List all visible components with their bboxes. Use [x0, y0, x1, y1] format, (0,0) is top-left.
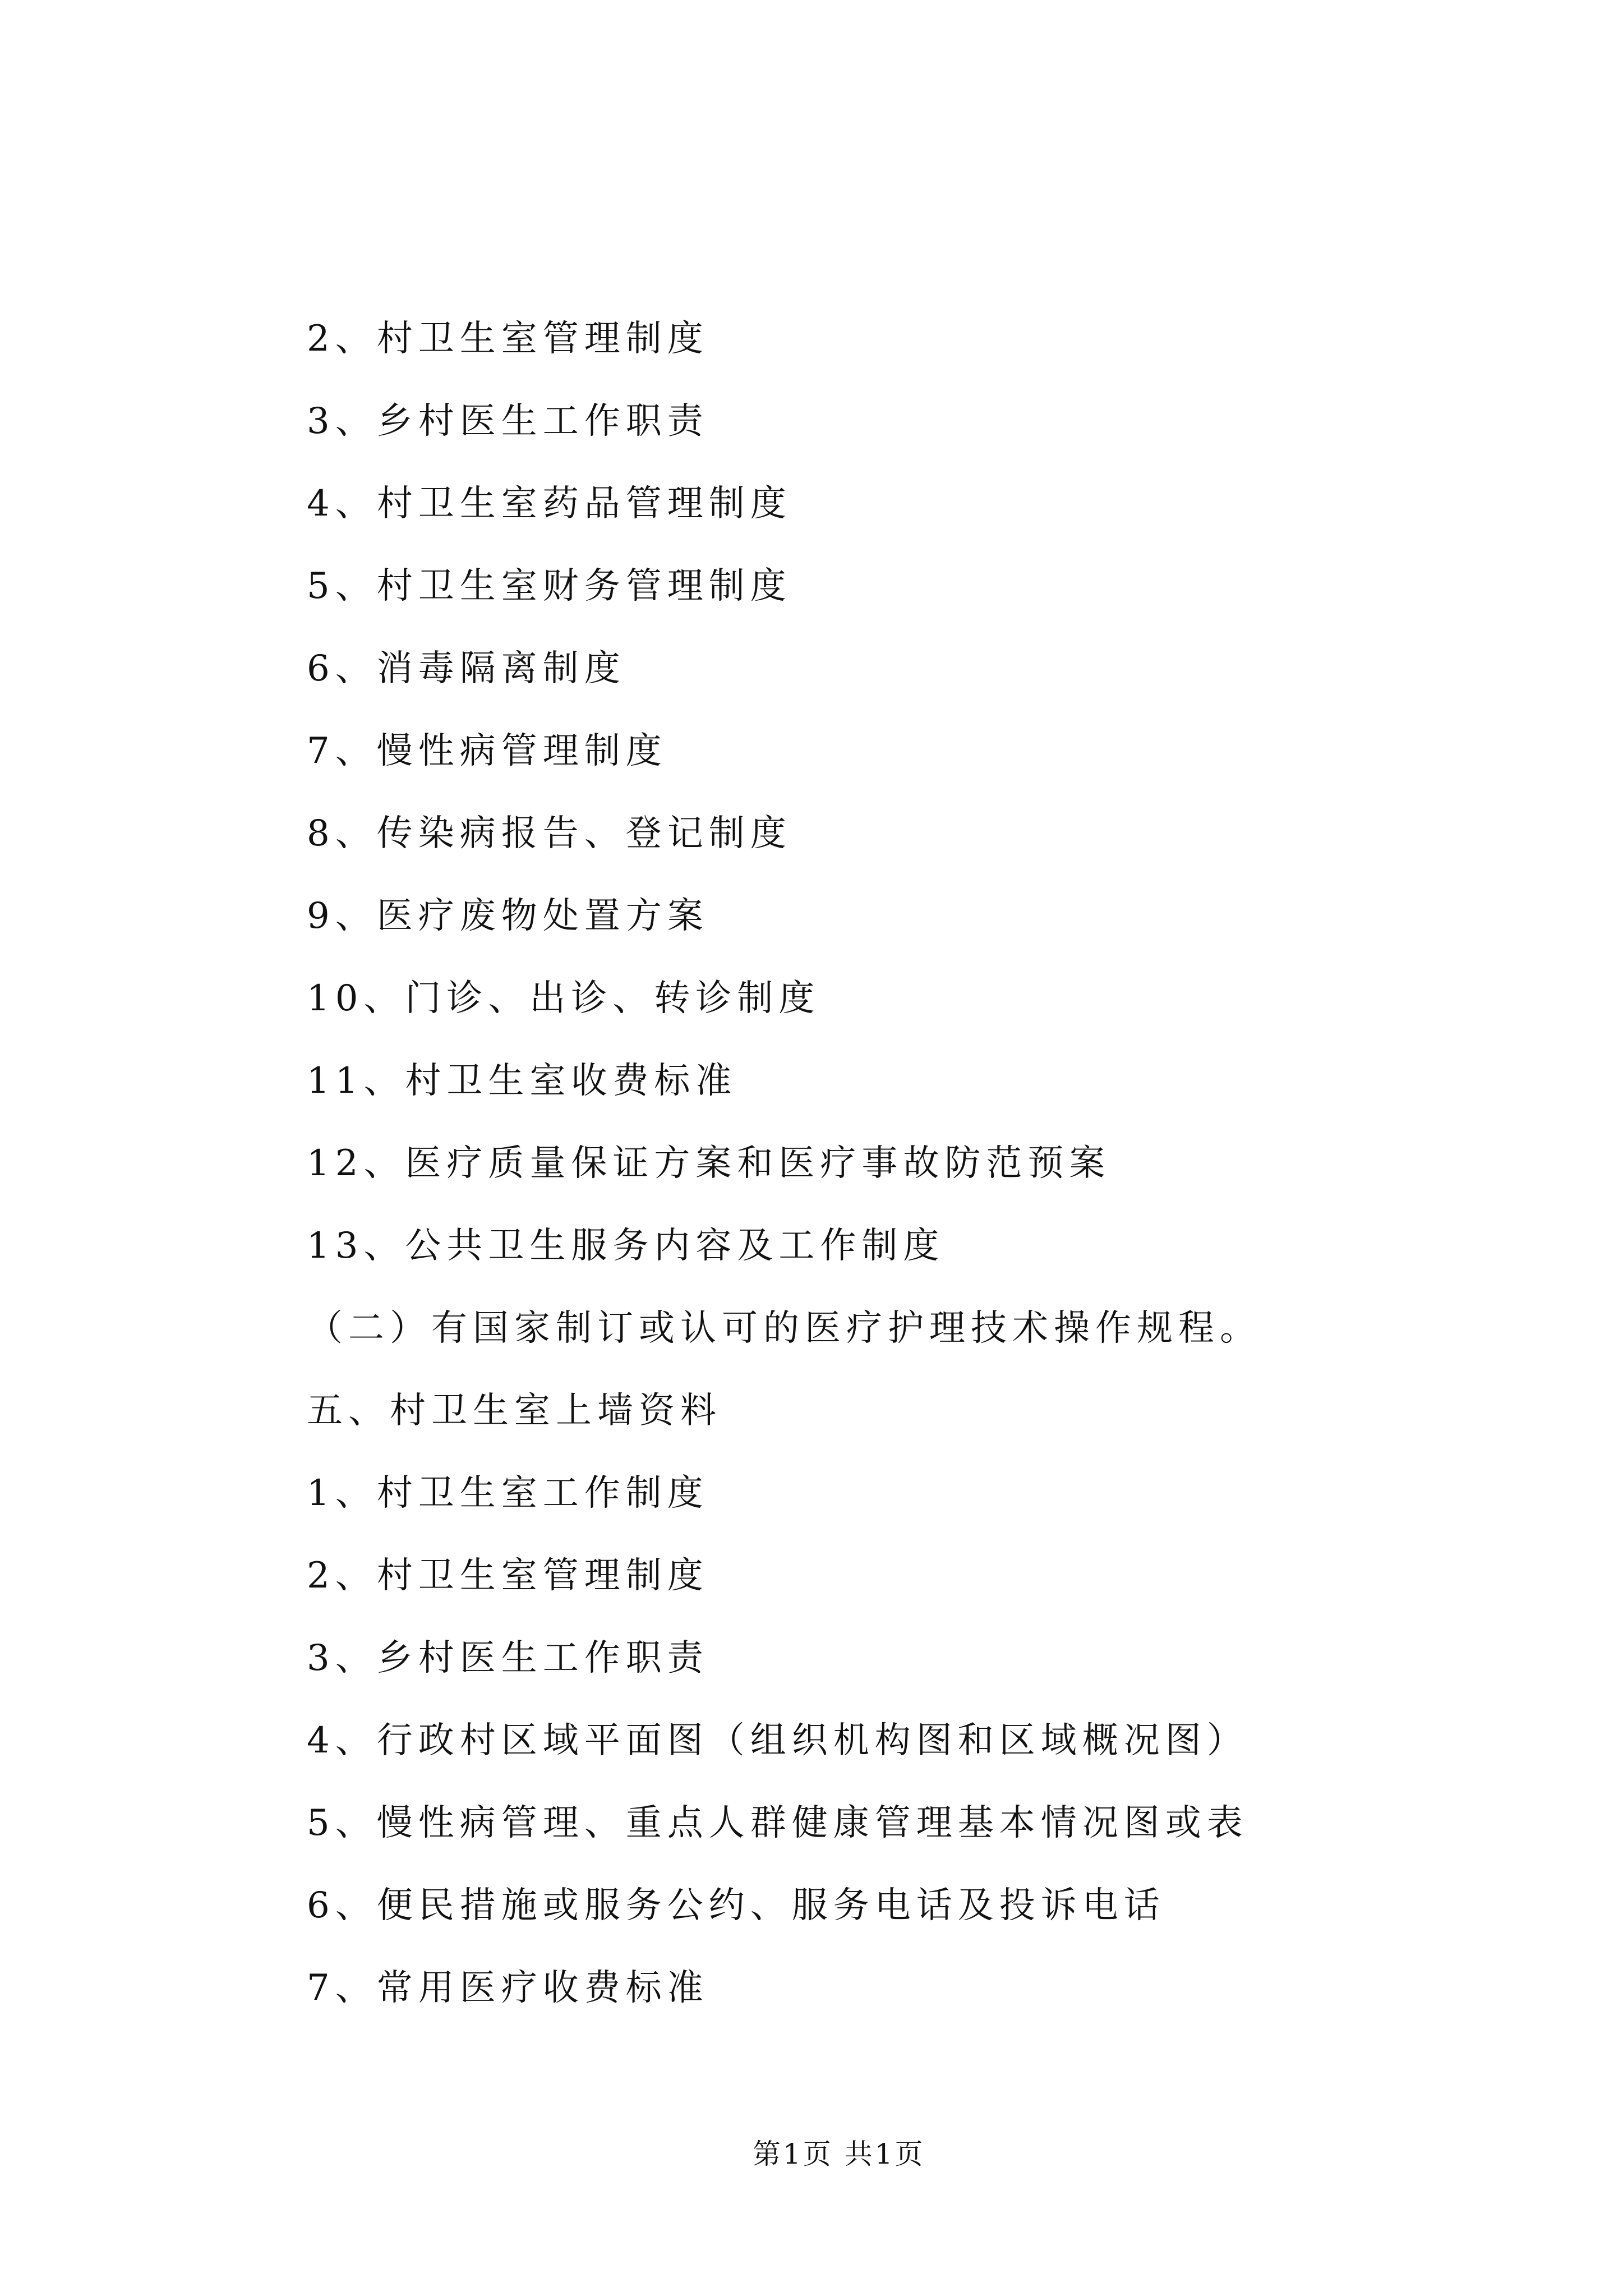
list-item: 3、乡村医生工作职责: [307, 401, 709, 442]
list-item: 9、医疗废物处置方案: [307, 895, 709, 937]
paragraph: （二）有国家制订或认可的医疗护理技术操作规程。: [307, 1308, 1261, 1349]
list-item: 11、村卫生室收费标准: [307, 1060, 737, 1102]
list-item: 13、公共卫生服务内容及工作制度: [307, 1225, 945, 1267]
list-item: 2、村卫生室管理制度: [307, 1555, 709, 1596]
list-item: 10、门诊、出诊、转诊制度: [307, 978, 820, 1019]
list-item: 5、慢性病管理、重点人群健康管理基本情况图或表: [307, 1802, 1248, 1844]
list-item: 2、村卫生室管理制度: [307, 318, 709, 360]
section-heading: 五、村卫生室上墙资料: [307, 1390, 722, 1432]
list-item: 1、村卫生室工作制度: [307, 1473, 709, 1514]
list-item: 7、慢性病管理制度: [307, 730, 667, 772]
page-number-footer: 第1页 共1页: [753, 2138, 925, 2170]
list-item: 3、乡村医生工作职责: [307, 1637, 709, 1679]
list-item: 7、常用医疗收费标准: [307, 1967, 709, 2009]
list-item: 8、传染病报告、登记制度: [307, 813, 792, 854]
list-item: 12、医疗质量保证方案和医疗事故防范预案: [307, 1143, 1111, 1184]
list-item: 4、行政村区域平面图（组织机构图和区域概况图）: [307, 1720, 1248, 1761]
list-item: 5、村卫生室财务管理制度: [307, 565, 792, 607]
list-item: 6、消毒隔离制度: [307, 648, 626, 689]
list-item: 6、便民措施或服务公约、服务电话及投诉电话: [307, 1885, 1165, 1926]
list-item: 4、村卫生室药品管理制度: [307, 483, 792, 524]
document-body: [307, 298, 1428, 2030]
